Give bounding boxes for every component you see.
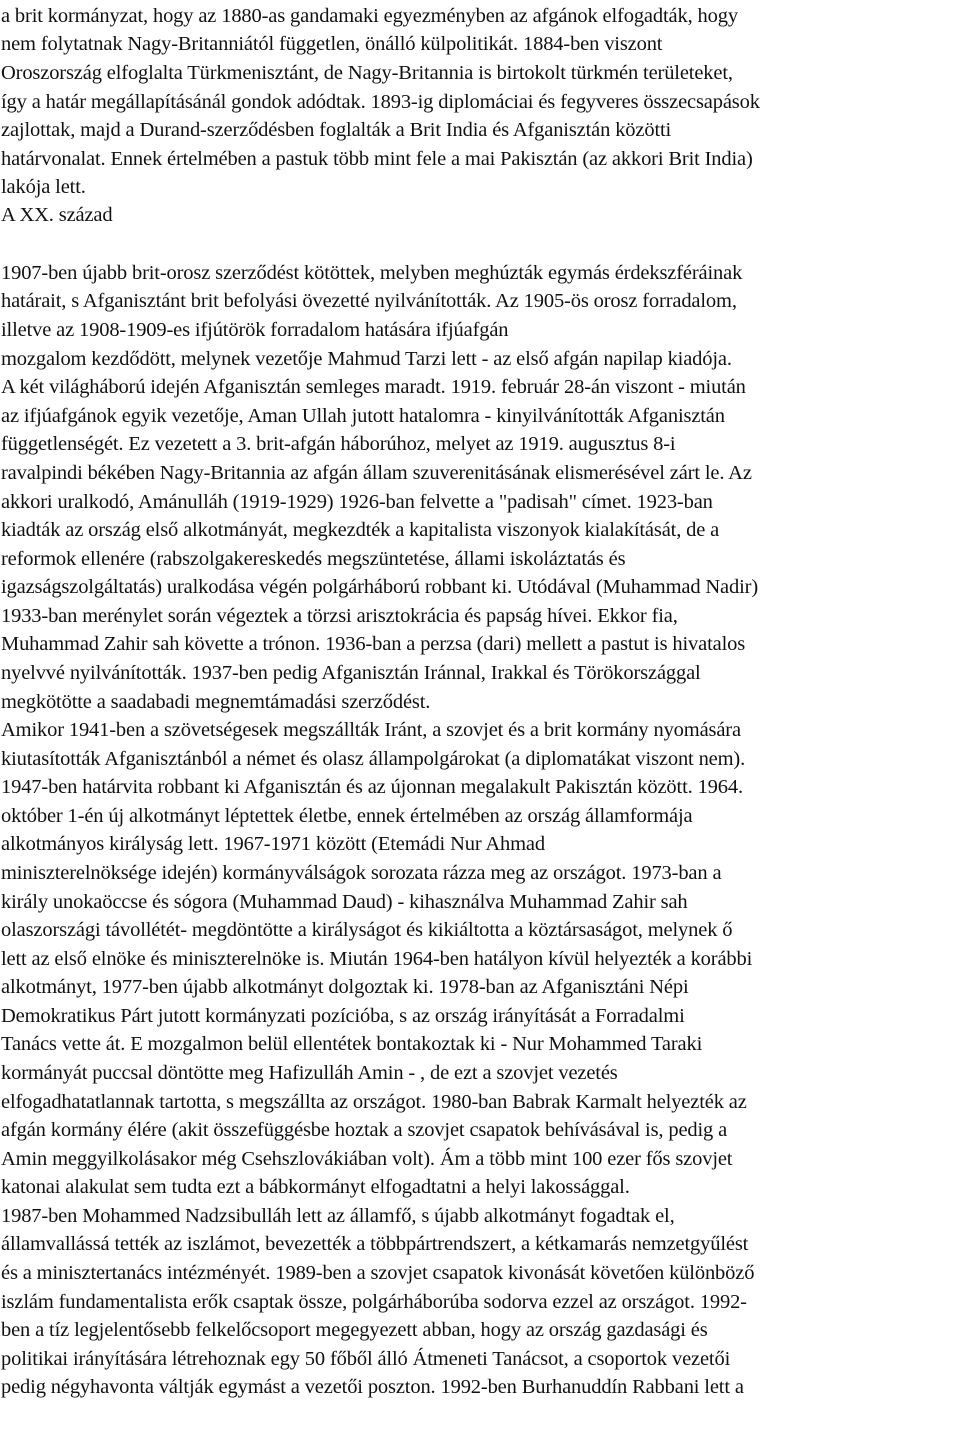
text-line: és a minisztertanács intézményét. 1989-ben a szovjet csapatok kivonását követően különböző [1, 1262, 755, 1284]
text-line: lakója lett. [1, 176, 86, 198]
text-line: illetve az 1908-1909-es ifjútörök forradalom hatására ifjúafgán [1, 319, 509, 341]
text-line: Tanács vette át. E mozgalmon belül ellentétek bontakoztak ki - Nur Mohammed Taraki [1, 1033, 703, 1055]
text-line: iszlám fundamentalista erők csaptak össze, polgárháborúba sodorva ezzel az országot. 1992- [1, 1291, 747, 1313]
text-line: államvallássá tették az iszlámot, bevezették a többpártrendszert, a kétkamarás nemzetgyűlést [1, 1233, 749, 1255]
text-line: kormányát puccsal döntötte meg Hafizulláh Amin - , de ezt a szovjet vezetés [1, 1062, 618, 1084]
text-line: Muhammad Zahir sah követte a trónon. 1936-ban a perzsa (dari) mellett a pastut is hivatalos [1, 633, 746, 655]
text-line: kiadták az ország első alkotmányát, megkezdték a kapitalista viszonyok kialakítását, de a [1, 519, 720, 541]
text-line: reformok ellenére (rabszolgakereskedés megszüntetése, állami iskoláztatás és [1, 548, 626, 570]
text-line: nyelvvé nyilvánították. 1937-ben pedig Afganisztán Iránnal, Irakkal és Törökországgal [1, 662, 701, 684]
text-line: alkotmányt, 1977-ben újabb alkotmányt dolgoztak ki. 1978-ban az Afganisztáni Népi [1, 976, 689, 998]
text-line: 1947-ben határvita robbant ki Afganisztán és az újonnan megalakult Pakisztán között. 1964. [1, 776, 743, 798]
text-line: mozgalom kezdődött, melynek vezetője Mahmud Tarzi lett - az első afgán napilap kiadója. [1, 348, 732, 370]
text-line: afgán kormány élére (akit összefüggésbe hoztak a szovjet csapatok behívásával is, pedig a [1, 1119, 728, 1141]
text-line: Oroszország elfoglalta Türkmenisztánt, de Nagy-Britannia is birtokolt türkmén területeket, [1, 62, 733, 84]
text-line: határait, s Afganisztánt brit befolyási övezetté nyilvánították. Az 1905-ös orosz forradalom, [1, 290, 737, 312]
text-line: határvonalat. Ennek értelmében a pastuk több mint fele a mai Pakisztán (az akkori Brit India) [1, 148, 753, 170]
text-line: miniszterelnöksége idején) kormányválságok sorozata rázza meg az országot. 1973-ban a [1, 862, 722, 884]
text-line: ben a tíz legjelentősebb felkelőcsoport megegyezett abban, hogy az ország gazdasági és [1, 1319, 708, 1341]
text-line: függetlenségét. Ez vezetett a 3. brit-afgán háborúhoz, melyet az 1919. augusztus 8-i [1, 433, 676, 455]
text-line: politikai irányítására létrehoznak egy 50 főből álló Átmeneti Tanácsot, a csoportok vezetői [1, 1348, 731, 1370]
text-line: zajlottak, majd a Durand-szerződésben foglalták a Brit India és Afganisztán közötti [1, 119, 672, 141]
text-line: 1907-ben újabb brit-orosz szerződést kötöttek, melyben meghúzták egymás érdekszféráinak [1, 262, 743, 284]
text-line: ravalpindi békében Nagy-Britannia az afgán állam szuverenitásának elismerésével zárt le. Az [1, 462, 752, 484]
text-line: A két világháború idején Afganisztán semleges maradt. 1919. február 28-án viszont - miután [1, 376, 746, 398]
text-line: 1933-ban merénylet során végeztek a törzsi arisztokrácia és papság hívei. Ekkor fia, [1, 605, 678, 627]
text-line: elfogadhatatlannak tartotta, s megszállta az országot. 1980-ban Babrak Karmalt helyezték az [1, 1091, 747, 1113]
text-line: lett az első elnöke és miniszterelnöke is. Miután 1964-ben hatályon kívül helyezték a korábbi [1, 948, 753, 970]
text-line: igazságszolgáltatás) uralkodása végén polgárháború robbant ki. Utódával (Muhammad Nadir) [1, 576, 759, 598]
text-line: alkotmányos királyság lett. 1967-1971 között (Etemádi Nur Ahmad [1, 833, 545, 855]
section-heading: A XX. század [1, 204, 113, 226]
text-line: olaszországi távollétét- megdöntötte a királyságot és kikiáltotta a köztársaságot, melynek ő [1, 919, 733, 941]
text-line: katonai alakulat sem tudta ezt a bábkormányt elfogadtatni a helyi lakossággal. [1, 1176, 630, 1198]
text-line: Demokratikus Párt jutott kormányzati pozícióba, s az ország irányítását a Forradalmi [1, 1005, 685, 1027]
text-line: király unokaöccse és sógora (Muhammad Daud) - kihasználva Muhammad Zahir sah [1, 891, 688, 913]
text-line: október 1-én új alkotmányt léptettek életbe, ennek értelmében az ország államformája [1, 805, 693, 827]
text-line: így a határ megállapításánál gondok adódtak. 1893-ig diplomáciai és fegyveres összecsapások [1, 91, 760, 113]
text-line: Amikor 1941-ben a szövetségesek megszállták Iránt, a szovjet és a brit kormány nyomására [1, 719, 741, 741]
text-line: az ifjúafgánok egyik vezetője, Aman Ullah jutott hatalomra - kinyilvánították Afganisztán [1, 405, 725, 427]
text-line: kiutasították Afganisztánból a német és olasz állampolgárokat (a diplomatákat viszont nem). [1, 748, 746, 770]
text-line: akkori uralkodó, Amánulláh (1919-1929) 1926-ban felvette a "padisah" címet. 1923-ban [1, 491, 713, 513]
text-line: 1987-ben Mohammed Nadzsibulláh lett az államfő, s újabb alkotmányt fogadtak el, [1, 1205, 675, 1227]
text-line: a brit kormányzat, hogy az 1880-as gandamaki egyezményben az afgánok elfogadták, hogy [1, 5, 738, 27]
text-line: Amin meggyilkolásakor még Csehszlovákiában volt). Ám a több mint 100 ezer fős szovjet [1, 1148, 733, 1170]
text-line: nem folytatnak Nagy-Britanniától független, önálló külpolitikát. 1884-ben viszont [1, 33, 663, 55]
text-line: pedig négyhavonta váltják egymást a vezetői poszton. 1992-ben Burhanuddín Rabbani lett a [1, 1376, 744, 1398]
text-line: megkötötte a saadabadi megnemtámadási szerződést. [1, 691, 431, 713]
